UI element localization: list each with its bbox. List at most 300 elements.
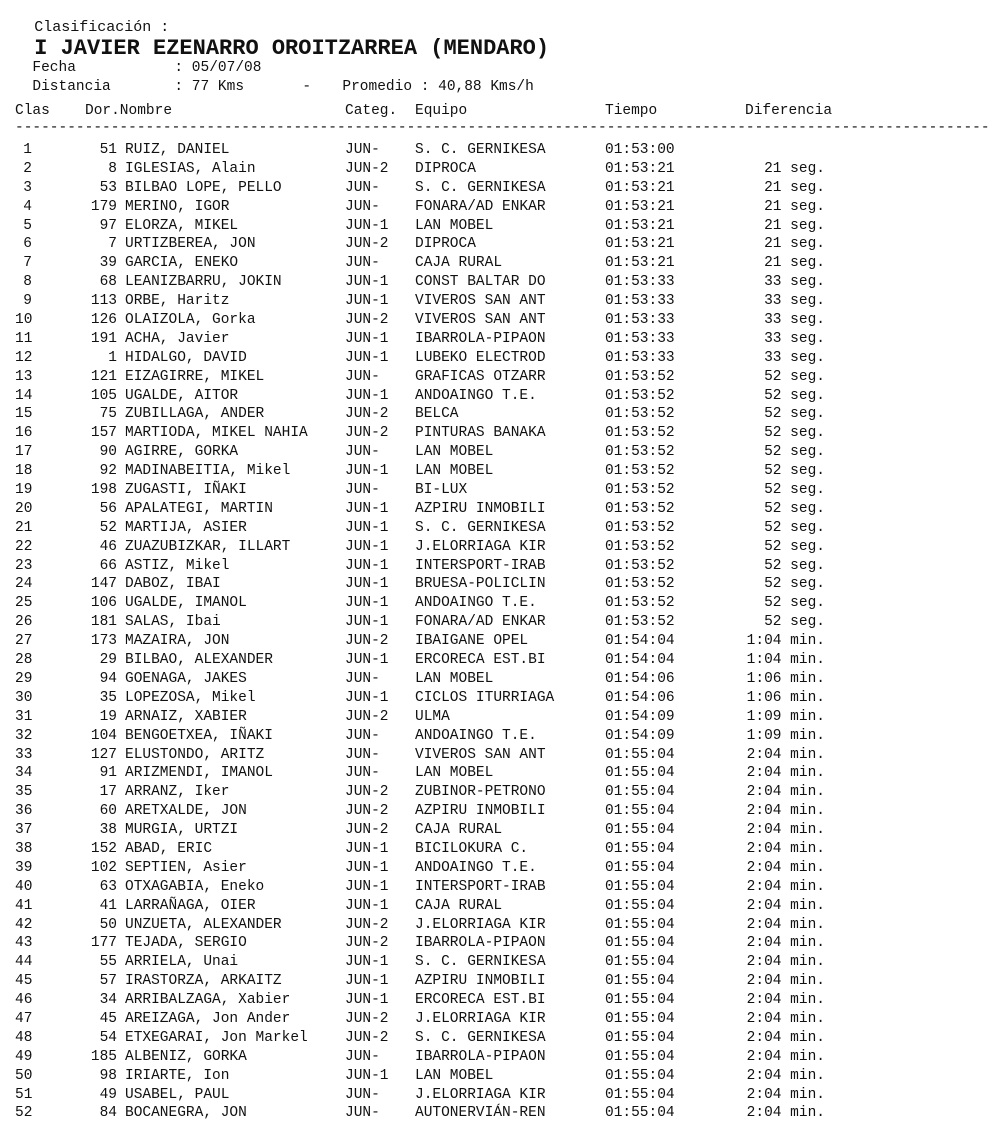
cell-diferencia: 2:04 min. [746, 1067, 825, 1084]
cell-clas: 37 [15, 822, 33, 839]
cell-tiempo: 01:54:09 [605, 727, 675, 744]
distancia-line [15, 63, 534, 95]
cell-categ: JUN-1 [345, 538, 389, 555]
cell-categ: JUN-1 [345, 500, 389, 517]
cell-categ: JUN-1 [345, 840, 389, 857]
cell-tiempo: 01:53:52 [605, 425, 675, 442]
cell-clas: 14 [15, 387, 33, 404]
cell-equipo: INTERSPORT-IRAB [415, 878, 546, 895]
cell-clas: 17 [15, 444, 33, 461]
cell-clas: 9 [23, 293, 32, 310]
cell-clas: 40 [15, 878, 33, 895]
cell-diferencia: 21 seg. [764, 160, 825, 177]
cell-dorsal: 94 [99, 670, 117, 687]
table-row [15, 443, 845, 462]
cell-tiempo: 01:55:04 [605, 1105, 675, 1122]
cell-diferencia: 21 seg. [764, 255, 825, 272]
cell-equipo: S. C. GERNIKESA [415, 1029, 546, 1046]
cell-equipo: CONST BALTAR DO [415, 274, 546, 291]
cell-clas: 7 [23, 255, 32, 272]
table-row [15, 859, 845, 878]
cell-dorsal: 7 [108, 236, 117, 253]
cell-tiempo: 01:54:06 [605, 689, 675, 706]
table-row [15, 953, 845, 972]
cell-diferencia: 52 seg. [764, 425, 825, 442]
cell-categ: JUN-2 [345, 822, 389, 839]
cell-dorsal: 198 [90, 482, 117, 499]
cell-tiempo: 01:53:52 [605, 614, 675, 631]
cell-clas: 28 [15, 652, 33, 669]
cell-categ: JUN-1 [345, 614, 389, 631]
cell-nombre: MARTIODA, MIKEL NAHIA [125, 425, 308, 442]
cell-diferencia: 2:04 min. [746, 803, 825, 820]
cell-dorsal: 91 [99, 765, 117, 782]
cell-equipo: LAN MOBEL [415, 1067, 494, 1084]
cell-nombre: SEPTIEN, Asier [125, 859, 247, 876]
cell-nombre: MURGIA, URTZI [125, 822, 239, 839]
table-row [15, 991, 845, 1010]
cell-diferencia: 2:04 min. [746, 935, 825, 952]
cell-diferencia: 1:04 min. [746, 633, 825, 650]
cell-equipo: S. C. GERNIKESA [415, 519, 546, 536]
cell-dorsal: 39 [99, 255, 117, 272]
cell-equipo: J.ELORRIAGA KIR [415, 1010, 546, 1027]
cell-tiempo: 01:55:04 [605, 897, 675, 914]
cell-diferencia: 2:04 min. [746, 1010, 825, 1027]
table-row [15, 254, 845, 273]
cell-tiempo: 01:53:52 [605, 406, 675, 423]
cell-clas: 35 [15, 784, 33, 801]
cell-dorsal: 179 [90, 198, 117, 215]
cell-nombre: SALAS, Ibai [125, 614, 221, 631]
cell-clas: 6 [23, 236, 32, 253]
cell-categ: JUN-1 [345, 992, 389, 1009]
cell-diferencia: 2:04 min. [746, 746, 825, 763]
cell-clas: 43 [15, 935, 33, 952]
cell-tiempo: 01:53:21 [605, 217, 675, 234]
cell-diferencia: 2:04 min. [746, 954, 825, 971]
cell-equipo: LAN MOBEL [415, 444, 494, 461]
cell-tiempo: 01:55:04 [605, 1086, 675, 1103]
cell-dorsal: 34 [99, 992, 117, 1009]
cell-tiempo: 01:54:04 [605, 652, 675, 669]
cell-tiempo: 01:53:52 [605, 557, 675, 574]
cell-equipo: ULMA [415, 708, 450, 725]
cell-tiempo: 01:55:04 [605, 765, 675, 782]
table-row [15, 273, 845, 292]
cell-equipo: DIPROCA [415, 236, 476, 253]
cell-dorsal: 181 [90, 614, 117, 631]
table-row [15, 670, 845, 689]
cell-clas: 16 [15, 425, 33, 442]
cell-categ: JUN- [345, 482, 380, 499]
cell-clas: 4 [23, 198, 32, 215]
cell-categ: JUN- [345, 670, 380, 687]
cell-clas: 52 [15, 1105, 33, 1122]
cell-nombre: MARTIJA, ASIER [125, 519, 247, 536]
cell-nombre: ZUBILLAGA, ANDER [125, 406, 265, 423]
table-row [15, 1048, 845, 1067]
cell-diferencia: 2:04 min. [746, 916, 825, 933]
cell-dorsal: 54 [99, 1029, 117, 1046]
cell-dorsal: 55 [99, 954, 117, 971]
cell-diferencia: 52 seg. [764, 368, 825, 385]
cell-categ: JUN-1 [345, 519, 389, 536]
table-row [15, 1010, 845, 1029]
cell-tiempo: 01:53:52 [605, 595, 675, 612]
cell-clas: 47 [15, 1010, 33, 1027]
cell-categ: JUN- [345, 444, 380, 461]
cell-nombre: LARRAÑAGA, OIER [125, 897, 256, 914]
cell-nombre: ASTIZ, Mikel [125, 557, 230, 574]
cell-equipo: ANDOAINGO T.E. [415, 595, 537, 612]
cell-categ: JUN-2 [345, 236, 389, 253]
cell-diferencia: 2:04 min. [746, 1048, 825, 1065]
table-row [15, 1067, 845, 1086]
col-clas: Clas [15, 103, 50, 119]
cell-nombre: OTXAGABIA, Eneko [125, 878, 265, 895]
cell-clas: 2 [23, 160, 32, 177]
cell-diferencia: 2:04 min. [746, 1086, 825, 1103]
cell-equipo: AZPIRU INMOBILI [415, 973, 546, 990]
table-row [15, 1086, 845, 1105]
cell-categ: JUN- [345, 1086, 380, 1103]
cell-diferencia: 52 seg. [764, 557, 825, 574]
cell-equipo: IBAIGANE OPEL [415, 633, 529, 650]
cell-diferencia: 2:04 min. [746, 992, 825, 1009]
cell-categ: JUN-2 [345, 1010, 389, 1027]
cell-equipo: S. C. GERNIKESA [415, 954, 546, 971]
cell-equipo: CAJA RURAL [415, 255, 503, 272]
cell-clas: 19 [15, 482, 33, 499]
cell-categ: JUN-1 [345, 349, 389, 366]
promedio: Promedio : 40,88 Kms/h [342, 79, 534, 95]
cell-nombre: DABOZ, IBAI [125, 576, 221, 593]
cell-clas: 29 [15, 670, 33, 687]
cell-diferencia: 52 seg. [764, 595, 825, 612]
cell-nombre: IRIARTE, Ion [125, 1067, 230, 1084]
cell-clas: 25 [15, 595, 33, 612]
cell-diferencia: 1:09 min. [746, 708, 825, 725]
table-row [15, 1104, 845, 1123]
cell-diferencia: 2:04 min. [746, 1105, 825, 1122]
cell-equipo: LUBEKO ELECTROD [415, 349, 546, 366]
cell-dorsal: 45 [99, 1010, 117, 1027]
cell-nombre: MADINABEITIA, Mikel [125, 463, 291, 480]
cell-equipo: GRAFICAS OTZARR [415, 368, 546, 385]
col-categ: Categ. [345, 103, 398, 119]
cell-categ: JUN-2 [345, 916, 389, 933]
cell-categ: JUN-1 [345, 973, 389, 990]
cell-clas: 11 [15, 330, 33, 347]
cell-tiempo: 01:55:04 [605, 859, 675, 876]
cell-categ: JUN- [345, 142, 380, 158]
cell-nombre: MAZAIRA, JON [125, 633, 230, 650]
cell-equipo: INTERSPORT-IRAB [415, 557, 546, 574]
cell-diferencia: 52 seg. [764, 482, 825, 499]
cell-nombre: ARNAIZ, XABIER [125, 708, 247, 725]
cell-nombre: TEJADA, SERGIO [125, 935, 247, 952]
cell-tiempo: 01:53:33 [605, 274, 675, 291]
cell-tiempo: 01:53:52 [605, 576, 675, 593]
table-row [15, 330, 845, 349]
distancia-value: : 77 Kms [174, 79, 245, 95]
cell-nombre: ELUSTONDO, ARITZ [125, 746, 265, 763]
cell-equipo: LAN MOBEL [415, 463, 494, 480]
cell-dorsal: 41 [99, 897, 117, 914]
cell-categ: JUN-2 [345, 708, 389, 725]
cell-clas: 51 [15, 1086, 33, 1103]
cell-diferencia: 52 seg. [764, 406, 825, 423]
cell-diferencia: 52 seg. [764, 463, 825, 480]
cell-clas: 27 [15, 633, 33, 650]
cell-nombre: IRASTORZA, ARKAITZ [125, 973, 282, 990]
cell-clas: 31 [15, 708, 33, 725]
cell-dorsal: 113 [90, 293, 117, 310]
table-row [15, 424, 845, 443]
cell-nombre: ZUGASTI, IÑAKI [125, 482, 247, 499]
cell-diferencia: 33 seg. [764, 349, 825, 366]
cell-categ: JUN-2 [345, 160, 389, 177]
cell-dorsal: 147 [90, 576, 117, 593]
cell-nombre: BILBAO, ALEXANDER [125, 652, 273, 669]
cell-tiempo: 01:53:52 [605, 463, 675, 480]
cell-clas: 8 [23, 274, 32, 291]
cell-dorsal: 8 [108, 160, 117, 177]
cell-categ: JUN-1 [345, 330, 389, 347]
table-row [15, 840, 845, 859]
table-row [15, 878, 845, 897]
cell-nombre: ALBENIZ, GORKA [125, 1048, 247, 1065]
cell-equipo: BICILOKURA C. [415, 840, 529, 857]
cell-diferencia: 1:04 min. [746, 652, 825, 669]
cell-equipo: AZPIRU INMOBILI [415, 500, 546, 517]
cell-tiempo: 01:54:06 [605, 670, 675, 687]
cell-categ: JUN-1 [345, 274, 389, 291]
cell-equipo: LAN MOBEL [415, 670, 494, 687]
cell-nombre: ACHA, Javier [125, 330, 230, 347]
table-row [15, 519, 845, 538]
cell-clas: 32 [15, 727, 33, 744]
cell-diferencia: 52 seg. [764, 614, 825, 631]
cell-nombre: ELORZA, MIKEL [125, 217, 239, 234]
cell-tiempo: 01:53:52 [605, 444, 675, 461]
cell-equipo: ANDOAINGO T.E. [415, 727, 537, 744]
cell-tiempo: 01:53:52 [605, 519, 675, 536]
table-row [15, 462, 845, 481]
cell-nombre: UGALDE, AITOR [125, 387, 239, 404]
table-row [15, 916, 845, 935]
cell-diferencia: 52 seg. [764, 538, 825, 555]
cell-dorsal: 49 [99, 1086, 117, 1103]
table-row [15, 708, 845, 727]
cell-clas: 20 [15, 500, 33, 517]
cell-clas: 18 [15, 463, 33, 480]
cell-diferencia: 1:06 min. [746, 689, 825, 706]
cell-diferencia: 2:04 min. [746, 1029, 825, 1046]
cell-categ: JUN-1 [345, 652, 389, 669]
cell-nombre: UGALDE, IMANOL [125, 595, 247, 612]
cell-categ: JUN- [345, 368, 380, 385]
col-dor-nombre: Dor.Nombre [85, 103, 173, 119]
cell-diferencia: 21 seg. [764, 236, 825, 253]
cell-nombre: BILBAO LOPE, PELLO [125, 179, 282, 196]
table-row [15, 613, 845, 632]
cell-equipo: CAJA RURAL [415, 897, 503, 914]
cell-nombre: ETXEGARAI, Jon Markel [125, 1029, 308, 1046]
cell-equipo: VIVEROS SAN ANT [415, 746, 546, 763]
cell-clas: 26 [15, 614, 33, 631]
cell-equipo: ZUBINOR-PETRONO [415, 784, 546, 801]
cell-dorsal: 191 [90, 330, 117, 347]
cell-dorsal: 102 [90, 859, 117, 876]
cell-categ: JUN- [345, 255, 380, 272]
cell-dorsal: 185 [90, 1048, 117, 1065]
cell-nombre: OLAIZOLA, Gorka [125, 312, 256, 329]
cell-dorsal: 29 [99, 652, 117, 669]
cell-equipo: J.ELORRIAGA KIR [415, 538, 546, 555]
cell-tiempo: 01:55:04 [605, 992, 675, 1009]
table-row [15, 934, 845, 953]
cell-nombre: MERINO, IGOR [125, 198, 230, 215]
cell-diferencia: 52 seg. [764, 500, 825, 517]
cell-equipo: S. C. GERNIKESA [415, 179, 546, 196]
cell-nombre: ARRIBALZAGA, Xabier [125, 992, 291, 1009]
cell-clas: 5 [23, 217, 32, 234]
cell-tiempo: 01:53:21 [605, 160, 675, 177]
cell-dorsal: 126 [90, 312, 117, 329]
cell-clas: 48 [15, 1029, 33, 1046]
cell-clas: 44 [15, 954, 33, 971]
cell-clas: 24 [15, 576, 33, 593]
cell-dorsal: 46 [99, 538, 117, 555]
cell-tiempo: 01:53:33 [605, 293, 675, 310]
cell-equipo: J.ELORRIAGA KIR [415, 916, 546, 933]
cell-tiempo: 01:55:04 [605, 1029, 675, 1046]
cell-clas: 42 [15, 916, 33, 933]
cell-equipo: BRUESA-POLICLIN [415, 576, 546, 593]
fecha-label: Fecha [32, 60, 76, 76]
cell-nombre: ARRIELA, Unai [125, 954, 239, 971]
cell-dorsal: 68 [99, 274, 117, 291]
cell-equipo: AUTONERVIÁN-REN [415, 1105, 546, 1122]
cell-dorsal: 51 [99, 142, 117, 158]
table-row [15, 727, 845, 746]
cell-nombre: ORBE, Haritz [125, 293, 230, 310]
cell-equipo: IBARROLA-PIPAON [415, 935, 546, 952]
cell-categ: JUN-2 [345, 784, 389, 801]
cell-categ: JUN-2 [345, 803, 389, 820]
cell-nombre: ARIZMENDI, IMANOL [125, 765, 273, 782]
table-row [15, 1029, 845, 1048]
cell-clas: 30 [15, 689, 33, 706]
cell-equipo: IBARROLA-PIPAON [415, 330, 546, 347]
cell-diferencia: 1:06 min. [746, 670, 825, 687]
cell-tiempo: 01:55:04 [605, 1067, 675, 1084]
cell-dorsal: 106 [90, 595, 117, 612]
table-row [15, 575, 845, 594]
table-row [15, 783, 845, 802]
cell-equipo: FONARA/AD ENKAR [415, 198, 546, 215]
col-equipo: Equipo [415, 103, 468, 119]
cell-diferencia: 33 seg. [764, 330, 825, 347]
cell-diferencia: 2:04 min. [746, 973, 825, 990]
table-row [15, 557, 845, 576]
table-row [15, 897, 845, 916]
cell-tiempo: 01:55:04 [605, 878, 675, 895]
cell-tiempo: 01:55:04 [605, 822, 675, 839]
cell-equipo: AZPIRU INMOBILI [415, 803, 546, 820]
cell-categ: JUN-1 [345, 689, 389, 706]
cell-equipo: CAJA RURAL [415, 822, 503, 839]
cell-nombre: BENGOETXEA, IÑAKI [125, 727, 273, 744]
cell-tiempo: 01:53:33 [605, 330, 675, 347]
cell-diferencia: 21 seg. [764, 179, 825, 196]
cell-nombre: APALATEGI, MARTIN [125, 500, 273, 517]
table-row [15, 594, 845, 613]
cell-categ: JUN-1 [345, 463, 389, 480]
cell-tiempo: 01:55:04 [605, 784, 675, 801]
cell-categ: JUN- [345, 198, 380, 215]
cell-nombre: AGIRRE, GORKA [125, 444, 239, 461]
cell-dorsal: 98 [99, 1067, 117, 1084]
cell-tiempo: 01:53:21 [605, 236, 675, 253]
col-tiempo: Tiempo [605, 103, 658, 119]
cell-diferencia: 52 seg. [764, 519, 825, 536]
cell-categ: JUN- [345, 1105, 380, 1122]
table-row [15, 292, 845, 311]
table-row [15, 689, 845, 708]
cell-tiempo: 01:53:21 [605, 198, 675, 215]
cell-nombre: BOCANEGRA, JON [125, 1105, 247, 1122]
cell-clas: 21 [15, 519, 33, 536]
cell-dorsal: 60 [99, 803, 117, 820]
cell-diferencia: 2:04 min. [746, 822, 825, 839]
table-row [15, 802, 845, 821]
title-label: Clasificación : [34, 19, 170, 36]
cell-nombre: GOENAGA, JAKES [125, 670, 247, 687]
table-row [15, 217, 845, 236]
table-row [15, 481, 845, 500]
cell-diferencia: 2:04 min. [746, 859, 825, 876]
table-row [15, 141, 845, 160]
cell-diferencia: 33 seg. [764, 312, 825, 329]
cell-dorsal: 50 [99, 916, 117, 933]
cell-equipo: BI-LUX [415, 482, 468, 499]
cell-diferencia: 2:04 min. [746, 878, 825, 895]
cell-equipo: FONARA/AD ENKAR [415, 614, 546, 631]
cell-categ: JUN-1 [345, 217, 389, 234]
cell-tiempo: 01:55:04 [605, 803, 675, 820]
table-row [15, 160, 845, 179]
cell-equipo: CICLOS ITURRIAGA [415, 689, 555, 706]
cell-equipo: S. C. GERNIKESA [415, 142, 546, 158]
fecha-value: : 05/07/08 [174, 60, 262, 76]
cell-dorsal: 19 [99, 708, 117, 725]
table-row [15, 500, 845, 519]
table-row [15, 972, 845, 991]
cell-tiempo: 01:53:00 [605, 142, 675, 158]
cell-equipo: DIPROCA [415, 160, 476, 177]
cell-categ: JUN-2 [345, 935, 389, 952]
cell-dorsal: 17 [99, 784, 117, 801]
cell-clas: 38 [15, 840, 33, 857]
cell-nombre: USABEL, PAUL [125, 1086, 230, 1103]
cell-dorsal: 56 [99, 500, 117, 517]
cell-categ: JUN- [345, 727, 380, 744]
cell-equipo: LAN MOBEL [415, 765, 494, 782]
cell-categ: JUN-1 [345, 387, 389, 404]
